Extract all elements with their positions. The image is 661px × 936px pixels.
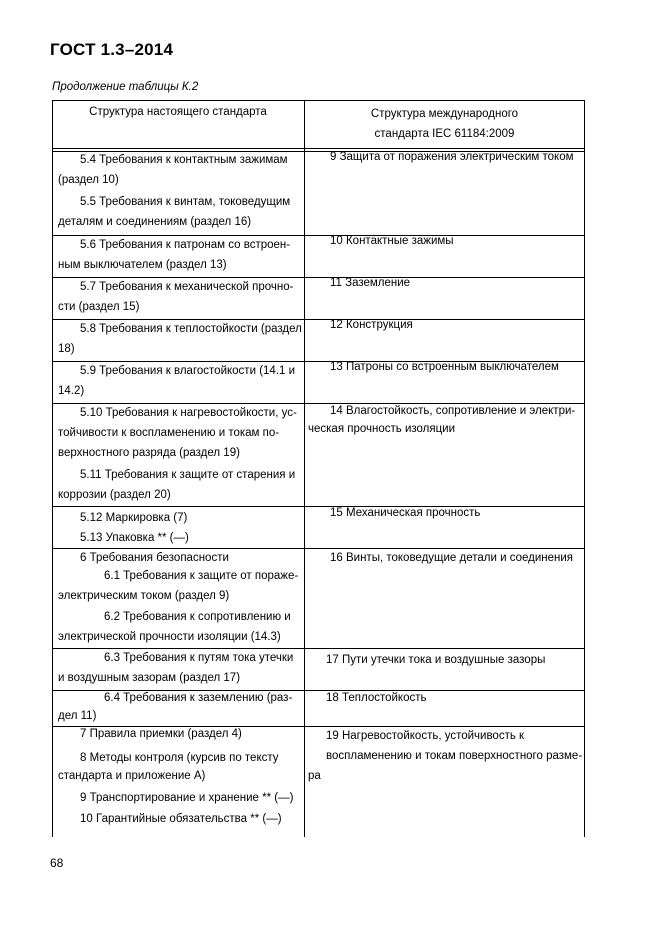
- left-cell-line: 5.13 Упаковка ** (—): [80, 532, 189, 544]
- left-cell-line: (раздел 10): [58, 174, 119, 186]
- left-cell-line: 6.3 Требования к путям тока утечки: [104, 652, 294, 664]
- left-cell-line: ным выключателем (раздел 13): [58, 259, 227, 271]
- left-cell-line: 6.4 Требования к заземлению (раз-: [104, 692, 293, 704]
- left-cell-line: 5.5 Требования к винтам, токоведущим: [80, 196, 291, 208]
- header-left: Структура настоящего стандарта: [89, 106, 267, 118]
- right-cell-line: 14 Влагостойкость, сопротивление и электри-: [330, 405, 576, 417]
- left-cell-line: 8 Методы контроля (курсив по тексту: [80, 752, 279, 764]
- left-cell-line: 5.4 Требования к контактным зажимам: [80, 154, 288, 166]
- left-cell-line: и воздушным зазорам (раздел 17): [58, 672, 241, 684]
- right-cell-line: ческая прочность изоляции: [308, 423, 456, 435]
- right-cell-line: 16 Винты, токоведущие детали и соединения: [330, 552, 574, 564]
- right-cell-line: 12 Конструкция: [330, 319, 413, 331]
- left-cell-line: электрическим током (раздел 9): [58, 590, 230, 602]
- left-cell-line: сти (раздел 15): [58, 301, 140, 313]
- left-cell-line: 14.2): [58, 385, 85, 397]
- right-cell-line: 11 Заземление: [330, 277, 411, 289]
- left-cell-line: 6.2 Требования к сопротивлению и: [104, 611, 291, 623]
- left-cell-line: тойчивости к воспламенению и токам по-: [58, 427, 280, 439]
- document-title: ГОСТ 1.3–2014: [50, 40, 174, 59]
- left-cell-line: 5.11 Требования к защите от старения и: [80, 469, 296, 481]
- left-cell-line: коррозии (раздел 20): [58, 489, 171, 501]
- left-cell-line: 5.7 Требования к механической прочно-: [80, 281, 294, 293]
- right-cell-line: 17 Пути утечки тока и воздушные зазоры: [326, 654, 546, 666]
- right-cell-line: воспламенению и токам поверхностного разме-: [326, 750, 583, 762]
- left-cell-line: дел 11): [58, 710, 97, 722]
- right-cell-line: 10 Контактные зажимы: [330, 235, 454, 247]
- page-number: 68: [50, 856, 64, 870]
- left-cell-line: 5.10 Требования к нагревостойкости, ус-: [80, 407, 297, 419]
- left-cell-line: 5.8 Требования к теплостойкости (раздел: [80, 323, 302, 335]
- left-cell-line: 7 Правила приемки (раздел 4): [80, 728, 242, 740]
- comparison-table: [52, 100, 584, 837]
- header-right-line-2: стандарта IEC 61184:2009: [374, 128, 515, 140]
- header-right-line-1: Структура международного: [370, 108, 519, 120]
- left-cell-line: 9 Транспортирование и хранение ** (—): [80, 792, 294, 804]
- right-cell-line: 19 Нагревостойкость, устойчивость к: [326, 730, 525, 742]
- left-cell-line: 6.1 Требования к защите от пораже-: [104, 570, 299, 582]
- table-border-top: [52, 100, 585, 101]
- left-cell-line: стандарта и приложение А): [58, 770, 206, 782]
- left-cell-line: 10 Гарантийные обязательства ** (—): [80, 813, 282, 825]
- left-cell-line: 18): [58, 343, 75, 355]
- left-cell-line: верхностного разряда (раздел 19): [58, 447, 240, 459]
- right-cell-line: 9 Защита от поражения электрическим током: [330, 151, 574, 163]
- table-caption: Продолжение таблицы К.2: [52, 81, 199, 93]
- left-cell-line: деталям и соединениям (раздел 16): [58, 216, 252, 228]
- right-cell-line: ра: [308, 770, 321, 782]
- right-cell-line: 15 Механическая прочность: [330, 507, 481, 519]
- left-cell-line: 5.6 Требования к патронам со встроен-: [80, 239, 291, 251]
- row-divider: [52, 506, 585, 507]
- left-cell-line: 5.12 Маркировка (7): [80, 512, 188, 524]
- right-cell-line: 18 Теплостойкость: [326, 692, 427, 704]
- left-cell-line: 6 Требования безопасности: [80, 552, 229, 564]
- left-cell-line: 5.9 Требования к влагостойкости (14.1 и: [80, 365, 296, 377]
- right-cell-line: 13 Патроны со встроенным выключателем: [330, 361, 559, 373]
- left-cell-line: электрической прочности изоляции (14.3): [58, 631, 281, 643]
